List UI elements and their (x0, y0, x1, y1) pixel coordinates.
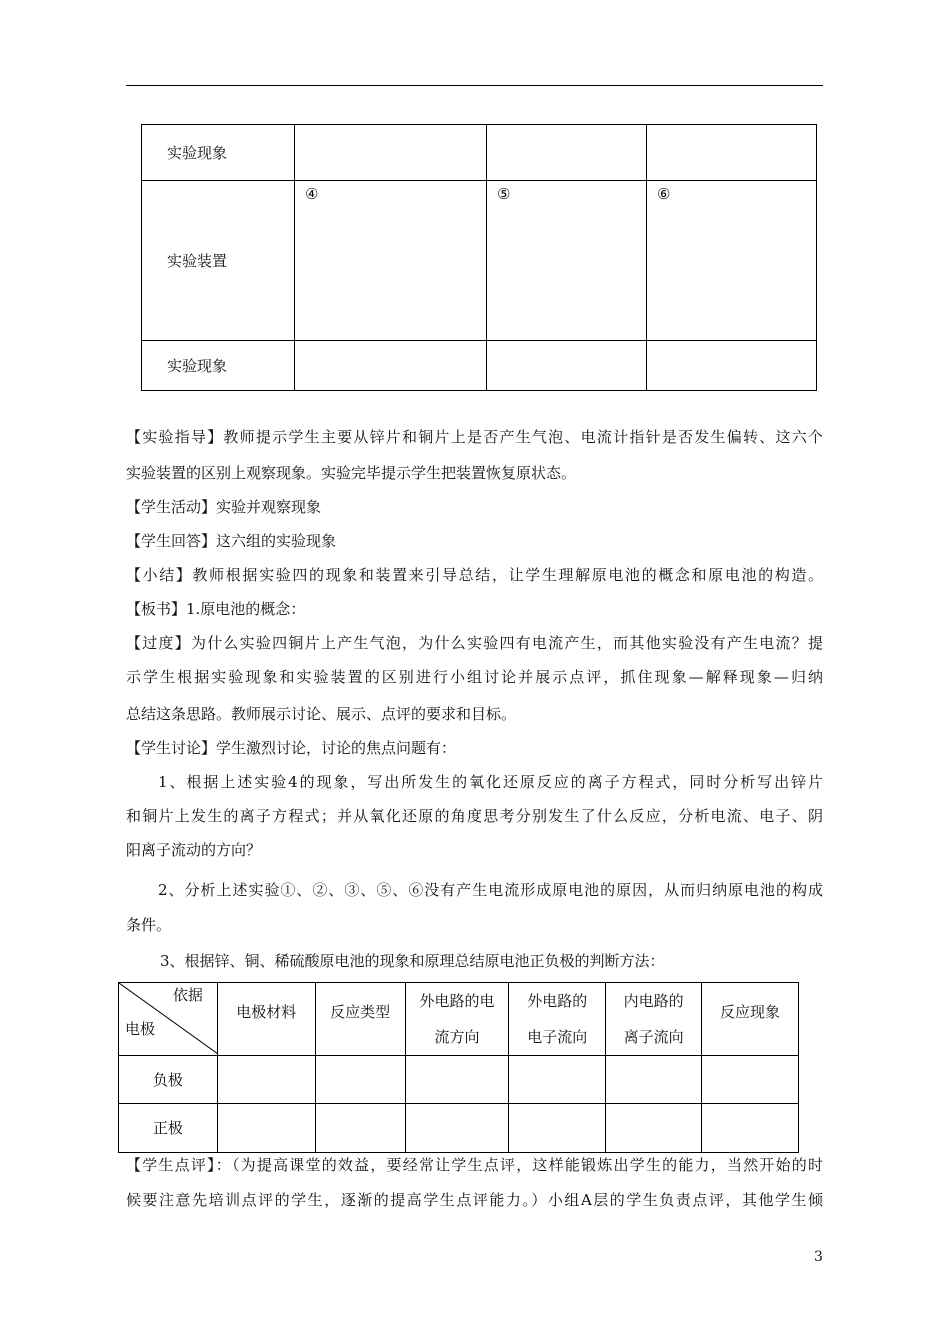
paragraph-line: 和铜片上发生的离子方程式；并从氧化还原的角度思考分别发生了什么反应，分析电流、电子、阴 (126, 807, 823, 825)
paragraph-line: 【过度】为什么实验四铜片上产生气泡，为什么实验四有电流产生，而其他实验没有产生电流？提 (126, 634, 823, 652)
table-header-row (119, 983, 799, 1056)
table-cell (487, 341, 647, 391)
table-cell (606, 1104, 702, 1153)
paragraph-line: 【学生点评】：（为提高课堂的效益，要经常让学生点评，这样能锻炼出学生的能力，当然开始的时 (126, 1156, 823, 1174)
table-cell (405, 1056, 509, 1104)
paragraph-line: 【学生回答】这六组的实验现象 (126, 532, 337, 550)
table-cell (647, 125, 817, 181)
paragraph-line: 【实验指导】教师提示学生主要从锌片和铜片上是否产生气泡、电流计指针是否发生偏转、这六个 (126, 428, 823, 446)
paragraph-line: 【板书】1.原电池的概念： (126, 600, 306, 618)
row-label: 正极 (119, 1104, 218, 1153)
table-cell (217, 1056, 315, 1104)
header-line: 外电路的 (527, 992, 588, 1010)
table-cell (295, 341, 487, 391)
header-line: 电子流向 (527, 1028, 588, 1046)
paragraph-line: 【学生活动】实验并观察现象 (126, 498, 322, 516)
paragraph-line: 【小结】教师根据实验四的现象和装置来引导总结，让学生理解原电池的概念和原电池的构造。 (126, 566, 823, 584)
table-row (142, 125, 817, 181)
table-cell (295, 125, 487, 181)
header-line: 外电路的电 (419, 992, 495, 1010)
table-cell (405, 1104, 509, 1153)
table-cell (487, 125, 647, 181)
page-number: 3 (814, 1249, 823, 1265)
table-cell (315, 1104, 405, 1153)
table-cell (217, 1104, 315, 1153)
paragraph-line: 1、根据上述实验4的现象，写出所发生的氧化还原反应的离子方程式，同时分析写出锌片 (158, 773, 823, 791)
table-cell (606, 1056, 702, 1104)
paragraph-line: 示学生根据实验现象和实验装置的区别进行小组讨论并展示点评，抓住现象—解释现象—归纳 (126, 668, 823, 686)
paragraph-line: 【学生讨论】学生激烈讨论，讨论的焦点问题有： (126, 739, 457, 757)
paragraph-line: 2、分析上述实验①、②、③、⑤、⑥没有产生电流形成原电池的原因，从而归纳原电池的构成 (158, 881, 823, 899)
paragraph-line: 3、根据锌、铜、稀硫酸原电池的现象和原理总结原电池正负极的判断方法： (160, 952, 665, 970)
corner-bottom-label: 电极 (125, 1020, 156, 1038)
column-header: 反应现象 (702, 983, 799, 1056)
corner-cell (119, 983, 218, 1056)
column-header (509, 983, 606, 1056)
header-line: 流方向 (434, 1028, 480, 1046)
table-cell (647, 341, 817, 391)
paragraph-line: 候要注意先培训点评的学生，逐渐的提高学生点评能力。）小组A层的学生负责点评，其他学生倾 (126, 1191, 823, 1209)
header-line: 内电路的 (623, 992, 684, 1010)
row-label: 实验现象 (142, 341, 295, 391)
table-cell: ⑥ (647, 181, 817, 341)
column-header: 电极材料 (217, 983, 315, 1056)
table-cell: ⑤ (487, 181, 647, 341)
column-header (405, 983, 509, 1056)
paragraph-line: 总结这条思路。教师展示讨论、展示、点评的要求和目标。 (126, 705, 517, 723)
row-label: 实验装置 (142, 181, 295, 341)
table-row (142, 341, 817, 391)
table-row (119, 1056, 799, 1104)
table-cell (702, 1056, 799, 1104)
electrode-table (118, 982, 799, 1153)
table-cell (315, 1056, 405, 1104)
paragraph-line: 实验装置的区别上观察现象。实验完毕提示学生把装置恢复原状态。 (126, 464, 577, 482)
paragraph-line: 阳离子流动的方向？ (126, 841, 262, 859)
table-row (142, 181, 817, 341)
row-label: 负极 (119, 1056, 218, 1104)
row-label: 实验现象 (142, 125, 295, 181)
table-row (119, 1104, 799, 1153)
table-cell (509, 1056, 606, 1104)
experiment-table (141, 124, 817, 391)
column-header: 反应类型 (315, 983, 405, 1056)
paragraph-line: 条件。 (126, 916, 172, 934)
corner-top-label: 依据 (172, 986, 203, 1004)
header-line: 离子流向 (623, 1028, 684, 1046)
column-header (606, 983, 702, 1056)
header-rule (126, 85, 823, 86)
table-cell (702, 1104, 799, 1153)
table-cell (509, 1104, 606, 1153)
table-cell: ④ (295, 181, 487, 341)
